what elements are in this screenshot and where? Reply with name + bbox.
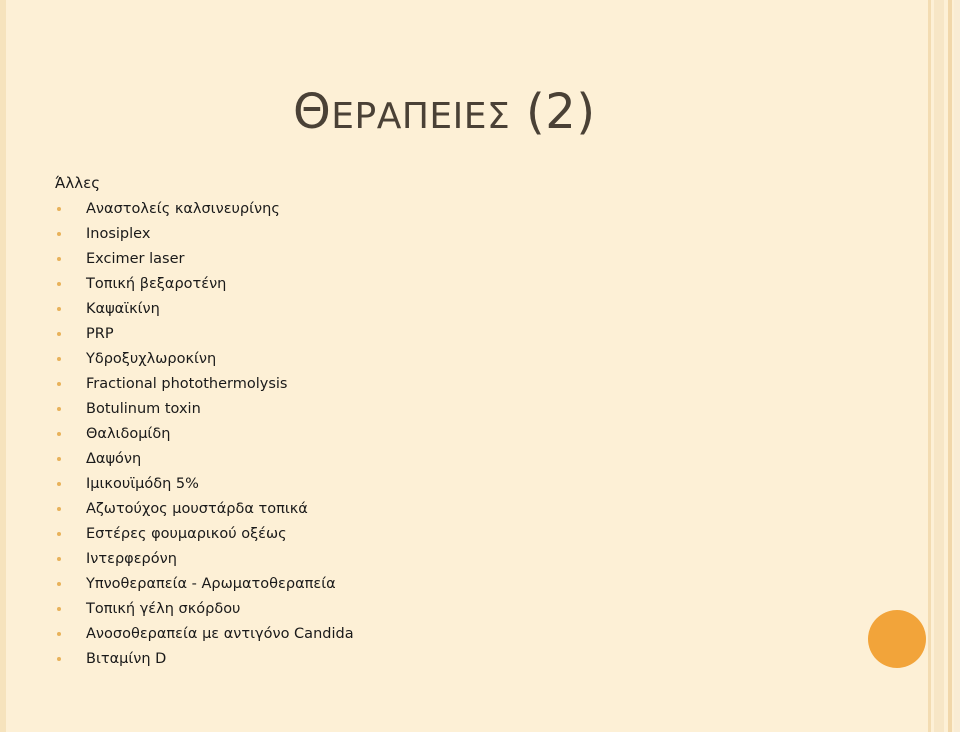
list-item: Ιντερφερόνη	[55, 548, 354, 573]
list-item: Βιταμίνη D	[55, 648, 354, 673]
bullet-icon	[57, 207, 61, 211]
bullet-icon	[57, 232, 61, 236]
list-item: Τοπική γέλη σκόρδου	[55, 598, 354, 623]
list-item: Αναστολείς καλσινευρίνης	[55, 198, 354, 223]
list-item: Αζωτούχος μουστάρδα τοπικά	[55, 498, 354, 523]
bullet-icon	[57, 357, 61, 361]
bullet-icon	[57, 457, 61, 461]
list-item: Υδροξυχλωροκίνη	[55, 348, 354, 373]
bullet-icon	[57, 657, 61, 661]
list-item: Excimer laser	[55, 248, 354, 273]
list-item: Botulinum toxin	[55, 398, 354, 423]
list-item: Καψαϊκίνη	[55, 298, 354, 323]
slide-right-border	[948, 0, 952, 732]
bullet-icon	[57, 282, 61, 286]
bullet-icon	[57, 607, 61, 611]
slide-title	[293, 84, 596, 140]
list-item: Δαψόνη	[55, 448, 354, 473]
list-item: Θαλιδομίδη	[55, 423, 354, 448]
bullet-icon	[57, 632, 61, 636]
list-item: Ανοσοθεραπεία με αντιγόνο Candida	[55, 623, 354, 648]
bullet-icon	[57, 257, 61, 261]
list-item: Τοπική βεξαροτένη	[55, 273, 354, 298]
list-item: Inosiplex	[55, 223, 354, 248]
title-number: (2)	[510, 84, 596, 140]
title-initial: Θ	[293, 84, 332, 140]
list-item: PRP	[55, 323, 354, 348]
title-rest: ΕΡΑΠΕΙΕΣ	[331, 96, 511, 137]
list-item: Εστέρες φουμαρικού οξέως	[55, 523, 354, 548]
bullet-icon	[57, 482, 61, 486]
bullet-icon	[57, 557, 61, 561]
bullet-icon	[57, 507, 61, 511]
list-item: Fractional photothermolysis	[55, 373, 354, 398]
bullet-icon	[57, 407, 61, 411]
therapy-list	[55, 198, 354, 673]
bullet-icon	[57, 532, 61, 536]
list-item: Ιμικουϊμόδη 5%	[55, 473, 354, 498]
slide-right-border	[928, 0, 931, 732]
bullet-icon	[57, 382, 61, 386]
bullet-icon	[57, 582, 61, 586]
slide-right-border	[934, 0, 944, 732]
slide-left-border	[0, 0, 6, 732]
bullet-icon	[57, 307, 61, 311]
bullet-icon	[57, 332, 61, 336]
slide-right-border	[954, 0, 960, 732]
list-item: Υπνοθεραπεία - Αρωματοθεραπεία	[55, 573, 354, 598]
bullet-icon	[57, 432, 61, 436]
list-heading: Άλλες	[55, 174, 101, 192]
decorative-circle	[868, 610, 926, 668]
